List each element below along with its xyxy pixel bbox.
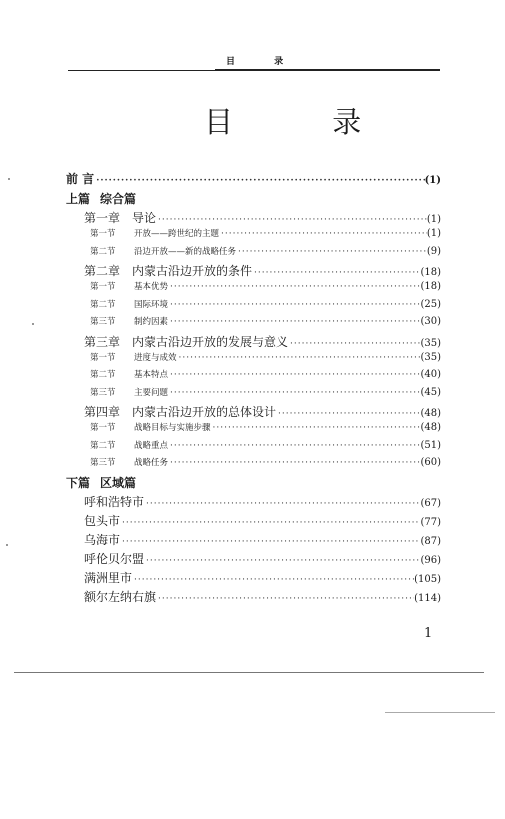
- toc-entry-page: (105): [414, 573, 441, 585]
- toc-entry-label: 第二节: [90, 370, 116, 380]
- toc-entry-page: (96): [420, 554, 441, 566]
- toc-entry-label: 下篇: [66, 475, 91, 490]
- toc-entry-text: [90, 227, 219, 239]
- toc-entry-text: [84, 531, 120, 548]
- toc-entry-title: 呼伦贝尔盟: [84, 551, 145, 566]
- toc-entry-page: (87): [420, 535, 441, 547]
- toc-entry-title: 战略目标与实施步骤: [134, 423, 211, 433]
- toc-entry-page: (67): [420, 497, 441, 509]
- toc-entry-text: [84, 333, 288, 350]
- toc-entry-page: (25): [420, 298, 441, 310]
- toc-entry-region: [66, 493, 441, 512]
- toc-entry-chapter: [66, 209, 441, 227]
- toc-entry-page: (48): [420, 422, 441, 433]
- toc-entry-page: (9): [426, 245, 441, 257]
- toc-entry-section: [66, 456, 441, 474]
- toc-entry-title: 满洲里市: [84, 570, 133, 585]
- dot-leader: [168, 441, 420, 451]
- toc-entry-page: (77): [420, 516, 441, 528]
- dot-leader: [168, 317, 420, 327]
- toc-entry-section: [66, 245, 441, 263]
- toc-entry-page: (40): [420, 369, 441, 380]
- toc-entry-section: [66, 280, 441, 298]
- toc-entry-title: 呼和浩特市: [84, 494, 145, 509]
- toc-entry-text: [90, 280, 168, 292]
- toc-entry-label: 第三节: [90, 458, 116, 468]
- scan-speck: [8, 178, 10, 180]
- toc-entry-title: 制约因素: [134, 317, 169, 327]
- toc-entry-page: (1): [426, 228, 441, 239]
- toc-entry-text: [84, 512, 120, 529]
- toc-entry-title: 包头市: [84, 513, 121, 528]
- toc-entry-text: [90, 456, 168, 468]
- toc-entry-title: 综合篇: [100, 192, 137, 206]
- dot-leader: [288, 339, 420, 349]
- toc-entry-title: 乌海市: [84, 532, 121, 547]
- toc-entry-page: (1): [424, 175, 441, 186]
- toc-entry-label: 第四章: [84, 405, 121, 419]
- toc-entry-text: [90, 439, 168, 451]
- toc-entry-text: [84, 493, 144, 510]
- toc-entry-section: [66, 439, 441, 457]
- toc-entry-title: 基本特点: [134, 370, 169, 380]
- toc-entry-text: [90, 368, 168, 380]
- toc-entry-title: 基本优势: [134, 282, 169, 292]
- table-of-contents: [66, 170, 441, 607]
- toc-entry-title: 国际环境: [134, 299, 169, 310]
- toc-entry-title: 内蒙古沿边开放的总体设计: [132, 405, 277, 419]
- toc-entry-text: [84, 262, 252, 279]
- toc-entry-label: 第一章: [84, 211, 121, 225]
- dot-leader: [156, 594, 414, 604]
- toc-entry-title: 区域篇: [100, 475, 137, 490]
- toc-entry-label: 第一节: [90, 282, 116, 292]
- toc-entry-label: 第一节: [90, 423, 116, 433]
- toc-entry-region: [66, 569, 441, 588]
- toc-entry-region: [66, 588, 441, 607]
- toc-entry-section: [66, 227, 441, 245]
- toc-entry-text: [84, 209, 156, 226]
- dot-leader: [211, 423, 421, 433]
- dot-leader: [168, 370, 420, 380]
- toc-entry-text: [90, 245, 236, 257]
- toc-entry-label: 前 言: [66, 172, 95, 186]
- toc-entry-title: 额尔左纳右旗: [84, 589, 157, 604]
- scan-speck: [32, 323, 34, 325]
- toc-entry-page: (60): [420, 457, 441, 468]
- dot-leader: [144, 556, 420, 566]
- footer-scan-line-short: [385, 712, 495, 713]
- toc-entry-text: [84, 403, 276, 420]
- toc-entry-title: 沿边开放——新的战略任务: [134, 246, 237, 257]
- toc-entry-text: [66, 474, 136, 491]
- toc-entry-section: [66, 315, 441, 333]
- toc-entry-title: 内蒙古沿边开放的条件: [132, 264, 253, 278]
- dot-leader: [168, 300, 420, 310]
- dot-leader: [177, 353, 421, 363]
- dot-leader: [120, 537, 420, 547]
- toc-entry-label: 上篇: [66, 192, 91, 206]
- toc-entry-title: 战略任务: [134, 458, 169, 468]
- toc-entry-text: [84, 588, 156, 605]
- toc-entry-title: 内蒙古沿边开放的发展与意义: [132, 334, 289, 349]
- toc-entry-label: 第三节: [90, 387, 116, 398]
- toc-entry-chapter: [66, 403, 441, 421]
- toc-entry-title: 开放——跨世纪的主题: [134, 229, 220, 239]
- toc-entry-label: 第二节: [90, 246, 116, 257]
- toc-entry-label: 第二节: [90, 440, 116, 451]
- toc-entry-label: 第一节: [90, 229, 116, 239]
- toc-entry-part: [66, 474, 441, 493]
- toc-entry-section: [66, 351, 441, 369]
- toc-entry-label: 第一节: [90, 352, 116, 363]
- toc-entry-region: [66, 531, 441, 550]
- toc-entry-title: 进度与成效: [134, 352, 177, 363]
- toc-entry-page: (51): [420, 439, 441, 451]
- toc-entry-page: (35): [420, 337, 441, 349]
- toc-entry-title: 导论: [132, 211, 157, 225]
- scan-speck: [6, 544, 8, 546]
- toc-entry-page: (45): [420, 386, 441, 398]
- toc-entry-preface: [66, 170, 441, 190]
- toc-entry-text: [90, 421, 211, 433]
- toc-entry-page: (114): [414, 592, 441, 604]
- toc-entry-section: [66, 386, 441, 404]
- toc-entry-section: [66, 298, 441, 316]
- toc-entry-section: [66, 421, 441, 439]
- dot-leader: [144, 499, 420, 509]
- toc-entry-text: [66, 170, 94, 187]
- toc-entry-text: [90, 386, 168, 398]
- toc-entry-page: (35): [420, 351, 441, 363]
- page-title: 目 录: [204, 105, 407, 139]
- toc-entry-page: (1): [426, 214, 441, 225]
- toc-entry-title: 主要问题: [134, 387, 169, 398]
- toc-entry-text: [84, 550, 144, 567]
- toc-entry-text: [90, 315, 168, 327]
- toc-entry-chapter: [66, 262, 441, 280]
- toc-entry-text: [90, 351, 177, 363]
- dot-leader: [219, 229, 427, 239]
- toc-entry-title: 战略重点: [134, 440, 169, 451]
- toc-entry-text: [66, 190, 136, 207]
- running-head: 目 录: [226, 57, 302, 67]
- page-number: 1: [424, 626, 433, 641]
- footer-scan-line: [14, 672, 484, 673]
- toc-entry-chapter: [66, 333, 441, 351]
- toc-entry-page: (18): [420, 267, 441, 278]
- toc-entry-label: 第三节: [90, 317, 116, 327]
- toc-entry-region: [66, 550, 441, 569]
- toc-entry-page: (48): [420, 408, 441, 419]
- dot-leader: [168, 388, 420, 398]
- dot-leader: [94, 176, 424, 186]
- toc-entry-label: 第三章: [84, 334, 121, 349]
- toc-entry-part: [66, 190, 441, 209]
- toc-entry-text: [84, 569, 132, 586]
- dot-leader: [276, 409, 420, 419]
- dot-leader: [132, 575, 414, 585]
- dot-leader: [168, 282, 420, 292]
- toc-entry-page: (18): [420, 281, 441, 292]
- dot-leader: [252, 268, 420, 278]
- toc-entry-page: (30): [420, 316, 441, 327]
- toc-entry-label: 第二节: [90, 299, 116, 310]
- toc-entry-section: [66, 368, 441, 386]
- toc-entry-label: 第二章: [84, 264, 121, 278]
- header-rule-thick: [215, 69, 440, 71]
- dot-leader: [120, 518, 420, 528]
- toc-entry-region: [66, 512, 441, 531]
- dot-leader: [168, 458, 420, 468]
- dot-leader: [156, 215, 427, 225]
- toc-entry-text: [90, 298, 168, 310]
- dot-leader: [236, 247, 427, 257]
